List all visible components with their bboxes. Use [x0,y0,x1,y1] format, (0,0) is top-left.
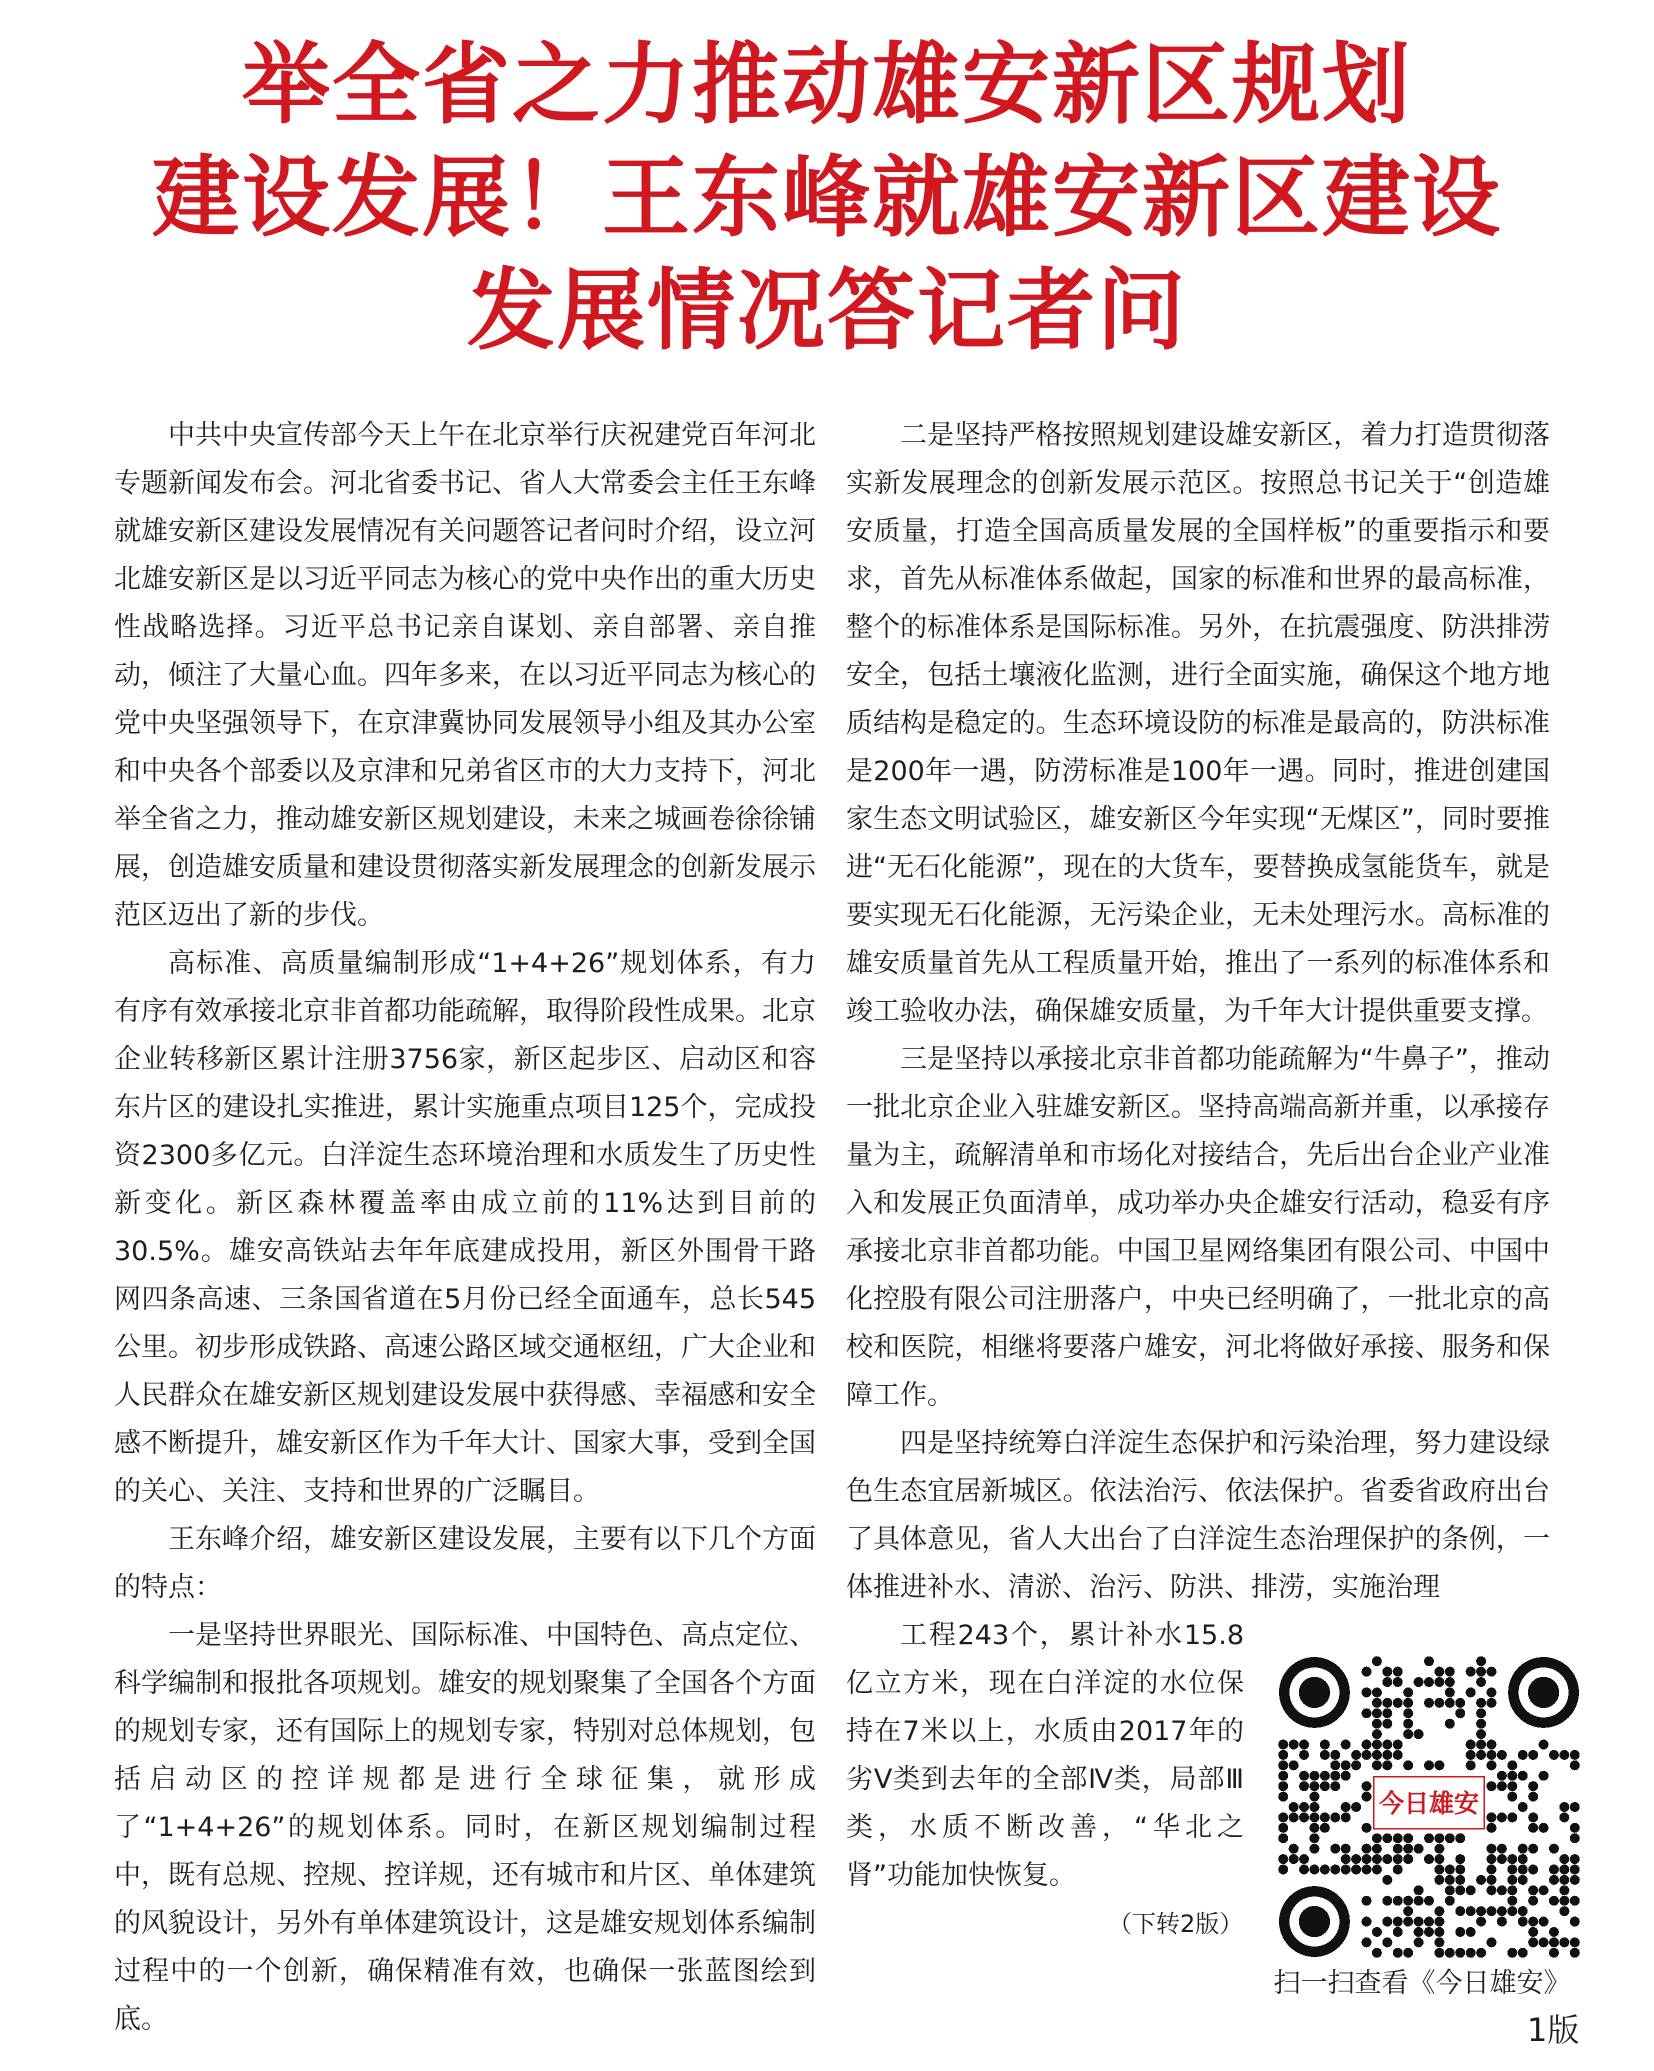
paragraph-point-two: 二是坚持严格按照规划建设雄安新区，着力打造贯彻落实新发展理念的创新发展示范区。按照总书记关于“创造雄安质量，打造全国高质量发展的全国样板”的重要指示和要求，首先从标准体系做起，国家的标准和世界的最高标准，整个的标准体系是国际标准。另外，在抗震强度、防洪排涝安全，包括土壤液化监测，进行全面实施，确保这个地方地质结构是稳定的。生态环境设防的标准是最高的，防洪标准是200年一遇，防涝标准是100年一遇。同时，推进创建国家生态文明试验区，雄安新区今年实现“无煤区”，同时要推进“无石化能源”，现在的大货车，要替换成氢能货车，就是要实现无石化能源，无污染企业，无未处理污水。高标准的雄安质量首先从工程质量开始，推出了一系列的标准体系和竣工验收办法，确保雄安质量，为千年大计提供重要支撑。 [846,420,1550,1027]
qr-finder-bottom-left [1279,1886,1350,1957]
paragraph-point-three: 三是坚持以承接北京非首都功能疏解为“牛鼻子”，推动一批北京企业入驻雄安新区。坚持高端高新并重，以承接存量为主，疏解清单和市场化对接结合，先后出台企业产业准入和发展正负面清单，成功举办央企雄安行活动，稳妥有序承接北京非首都功能。中国卫星网络集团有限公司、中国中化控股有限公司注册落户，中央已经明确了，一批北京的高校和医院，相继将要落户雄安，河北将做好承接、服务和保障工作。 [846,1044,1550,1411]
paragraph-features-intro: 王东峰介绍，雄安新区建设发展，主要有以下几个方面的特点： [114,1524,816,1603]
paragraph-point-four-wide: 四是坚持统筹白洋淀生态保护和污染治理，努力建设绿色生态宜居新城区。依法治污、依法保护。省委省政府出台了具体意见，省人大出台了白洋淀生态治理保护的条例，一体推进补水、清淤、治污、防洪、排涝，实施治理 [846,1428,1550,1603]
article-column-left [114,412,816,2044]
headline-line-1: 举全省之力推动雄安新区规划 [241,32,1412,136]
qr-center-label: 今日雄安 [1379,1789,1479,1819]
headline-line-2: 建设发展！王东峰就雄安新区建设 [151,145,1502,249]
paragraph-point-four-narrow: 工程243个，累计补水15.8亿立方米，现在白洋淀的水位保持在7米以上，水质由2017年的劣Ⅴ类到去年的全部Ⅳ类，局部Ⅲ类，水质不断改善，“华北之肾”功能加快恢复。 [846,1620,1244,1891]
paragraph-intro: 中共中央宣传部今天上午在北京举行庆祝建党百年河北专题新闻发布会。河北省委书记、省人大常委会主任王东峰就雄安新区建设发展情况有关问题答记者问时介绍，设立河北雄安新区是以习近平同志为核心的党中央作出的重大历史性战略选择。习近平总书记亲自谋划、亲自部署、亲自推动，倾注了大量心血。四年多来，在以习近平同志为核心的党中央坚强领导下，在京津冀协同发展领导小组及其办公室和中央各个部委以及京津和兄弟省区市的大力支持下，河北举全省之力，推动雄安新区规划建设，未来之城画卷徐徐铺展，创造雄安质量和建设贯彻落实新发展理念的创新发展示范区迈出了新的步伐。 [114,420,816,931]
qr-code[interactable] [1278,1656,1580,1958]
headline-line-3: 发展情况答记者问 [466,258,1187,362]
qr-caption: 扫一扫查看《今日雄安》 [1273,1968,1571,1999]
paragraph-point-one: 一是坚持世界眼光、国际标准、中国特色、高点定位、科学编制和报批各项规划。雄安的规划聚集了全国各个方面的规划专家，还有国际上的规划专家，特别对总体规划，包括启动区的控详规都是进行全球征集，就形成了“1+4+26”的规划体系。同时，在新区规划编制过程中，既有总规、控规、控详规，还有城市和片区、单体建筑的风貌设计，另外有单体建筑设计，这是雄安规划体系编制过程中的一个创新，确保精准有效，也确保一张蓝图绘到底。 [114,1620,816,2035]
qr-finder-top-left [1279,1657,1350,1728]
page-number: 1版 [1527,2011,1580,2049]
headline [60,28,1594,367]
continued-note: （下转2版） [1108,1910,1244,1938]
qr-finder-top-right [1508,1657,1579,1728]
paragraph-achievements: 高标准、高质量编制形成“1+4+26”规划体系，有力有序有效承接北京非首都功能疏解，取得阶段性成果。北京企业转移新区累计注册3756家，新区起步区、启动区和容东片区的建设扎实推进，累计实施重点项目125个，完成投资2300多亿元。白洋淀生态环境治理和水质发生了历史性新变化。新区森林覆盖率由成立前的11%达到目前的30.5%。雄安高铁站去年年底建成投用，新区外围骨干路网四条高速、三条国省道在5月份已经全面通车，总长545公里。初步形成铁路、高速公路区域交通枢纽，广大企业和人民群众在雄安新区规划建设发展中获得感、幸福感和安全感不断提升，雄安新区作为千年大计、国家大事，受到全国的关心、关注、支持和世界的广泛瞩目。 [114,948,816,1507]
